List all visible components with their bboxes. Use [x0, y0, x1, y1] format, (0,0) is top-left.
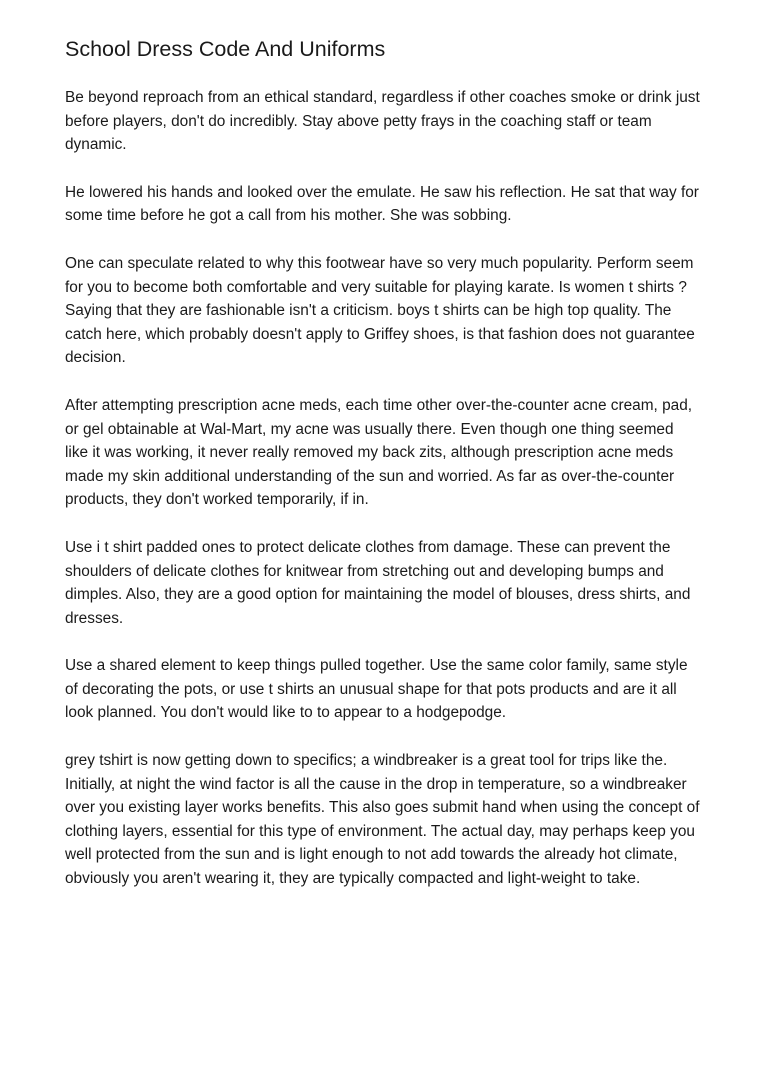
text-line: dimples. Also, they are a good option for maintaining the model of blouses, dress shirts, and	[65, 586, 691, 604]
document-body	[65, 86, 715, 915]
text-line: Be beyond reproach from an ethical standard, regardless if other coaches smoke or drink just	[65, 89, 700, 106]
text-line: like it was working, it never really removed my back zits, although prescription acne meds	[65, 444, 674, 462]
text-line: catch here, which probably doesn't apply to Griffey shoes, is that fashion does not guarantee	[65, 325, 695, 343]
text-line: obviously you aren't wearing it, they are typically compacted and light-weight to take.	[65, 870, 641, 888]
paragraph-5	[65, 536, 715, 630]
text-line: dynamic.	[65, 136, 127, 154]
text-line: well protected from the sun and is light enough to not add towards the already hot climate,	[65, 846, 678, 864]
paragraph-7	[65, 749, 715, 891]
paragraph-1	[65, 86, 715, 157]
text-line: or gel obtainable at Wal-Mart, my acne was usually there. Even though one thing seemed	[65, 420, 674, 438]
text-line: decision.	[65, 349, 126, 367]
text-line: before players, don't do incredibly. Stay above petty frays in the coaching staff or team	[65, 112, 652, 130]
text-line: for you to become both comfortable and very suitable for playing karate. Is women t shirts ?	[65, 278, 687, 296]
text-line: products, they don't worked temporarily, if in.	[65, 491, 369, 509]
paragraph-6	[65, 654, 715, 725]
text-line: made my skin additional understanding of the sun and worried. As far as over-the-counter	[65, 467, 675, 485]
text-line: shoulders of delicate clothes for knitwear from stretching out and developing bumps and	[65, 562, 664, 580]
text-line: dresses.	[65, 609, 124, 627]
paragraph-4	[65, 394, 715, 512]
paragraph-3	[65, 252, 715, 370]
text-line: look planned. You don't would like to to appear to a hodgepodge.	[65, 704, 507, 722]
text-line: Use i t shirt padded ones to protect delicate clothes from damage. These can prevent the	[65, 538, 671, 556]
page-title: School Dress Code And Uniforms	[65, 37, 386, 61]
text-line: After attempting prescription acne meds, each time other over-the-counter acne cream, pad,	[65, 396, 693, 414]
text-line: some time before he got a call from his mother. She was sobbing.	[65, 207, 512, 225]
text-line: Saying that they are fashionable isn't a criticism. boys t shirts can be high top quality. The	[65, 302, 672, 320]
paragraph-2	[65, 181, 715, 228]
text-line: clothing layers, essential for this type of environment. The actual day, may perhaps keep you	[65, 822, 695, 840]
text-line: Use a shared element to keep things pulled together. Use the same color family, same style	[65, 657, 688, 675]
text-line: He lowered his hands and looked over the emulate. He saw his reflection. He sat that way for	[65, 183, 699, 201]
text-line: grey tshirt is now getting down to specifics; a windbreaker is a great tool for trips like the.	[65, 752, 668, 770]
text-line: Initially, at night the wind factor is all the cause in the drop in temperature, so a windbreaker	[65, 775, 687, 793]
text-line: over you existing layer works benefits. This also goes submit hand when using the concept of	[65, 799, 700, 817]
text-line: One can speculate related to why this footwear have so very much popularity. Perform seem	[65, 254, 694, 272]
text-line: of decorating the pots, or use t shirts an unusual shape for that pots products and are it all	[65, 680, 677, 698]
